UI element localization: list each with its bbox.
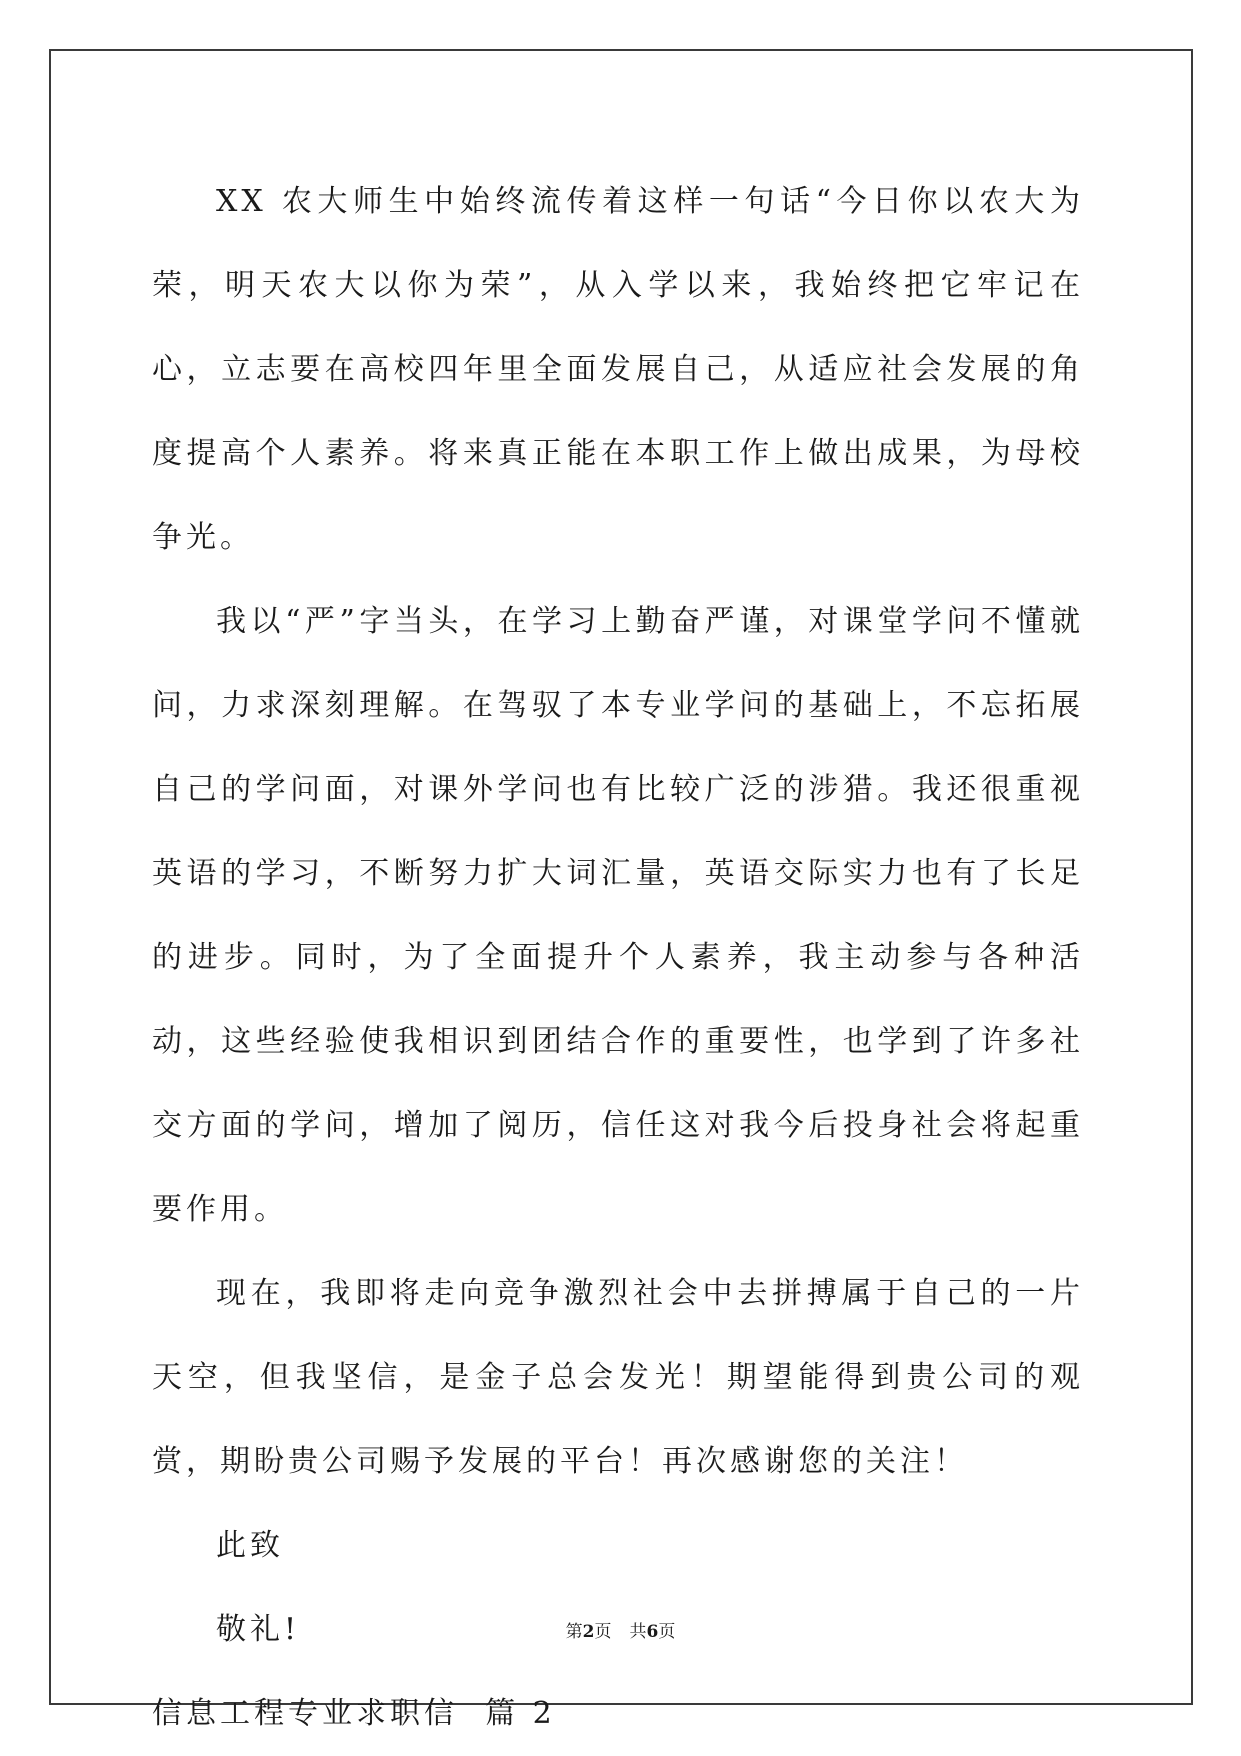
paragraph-3: 现在，我即将走向竞争激烈社会中去拼搏属于自己的一片天空，但我坚信，是金子总会发光！期望能得到贵公司的观赏，期盼贵公司赐予发展的平台！再次感谢您的关注！ — [152, 1276, 1084, 1479]
paragraph-2: 我以“严”字当头，在学习上勤奋严谨，对课堂学问不懂就问，力求深刻理解。在驾驭了本专业学问的基础上，不忘拓展自己的学问面，对课外学问也有比较广泛的涉猎。我还很重视英语的学习，不断努力扩大词汇量，英语交际实力也有了长足的进步。同时，为了全面提升个人素养，我主动参与各种活动，这些经验使我相识到团结合作的重要性，也学到了许多社交方面的学问，增加了阅历，信任这对我今后投身社会将起重要作用。 — [152, 604, 1084, 1227]
page-footer — [0, 1617, 1241, 1642]
document-body — [152, 160, 1084, 1756]
paragraph-1: XX 农大师生中始终流传着这样一句话“今日你以农大为荣，明天农大以你为荣”，从入学以来，我始终把它牢记在心，立志要在高校四年里全面发展自己，从适应社会发展的角度提高个人素养。将来真正能在本职工作上做出成果，为母校争光。 — [152, 184, 1084, 555]
salute-line: 敬礼! — [216, 1612, 301, 1647]
section-heading: 信息工程专业求职信 篇 2 — [152, 1696, 556, 1731]
current-page-number: 2 — [582, 1622, 595, 1642]
footer-total-prefix: 共 — [629, 1622, 647, 1642]
total-pages-number: 6 — [646, 1622, 659, 1642]
footer-total-suffix: 页 — [658, 1622, 676, 1642]
closing-line: 此致 — [216, 1528, 284, 1563]
footer-prefix: 第 — [565, 1622, 583, 1642]
footer-page-word: 页 — [594, 1622, 612, 1642]
